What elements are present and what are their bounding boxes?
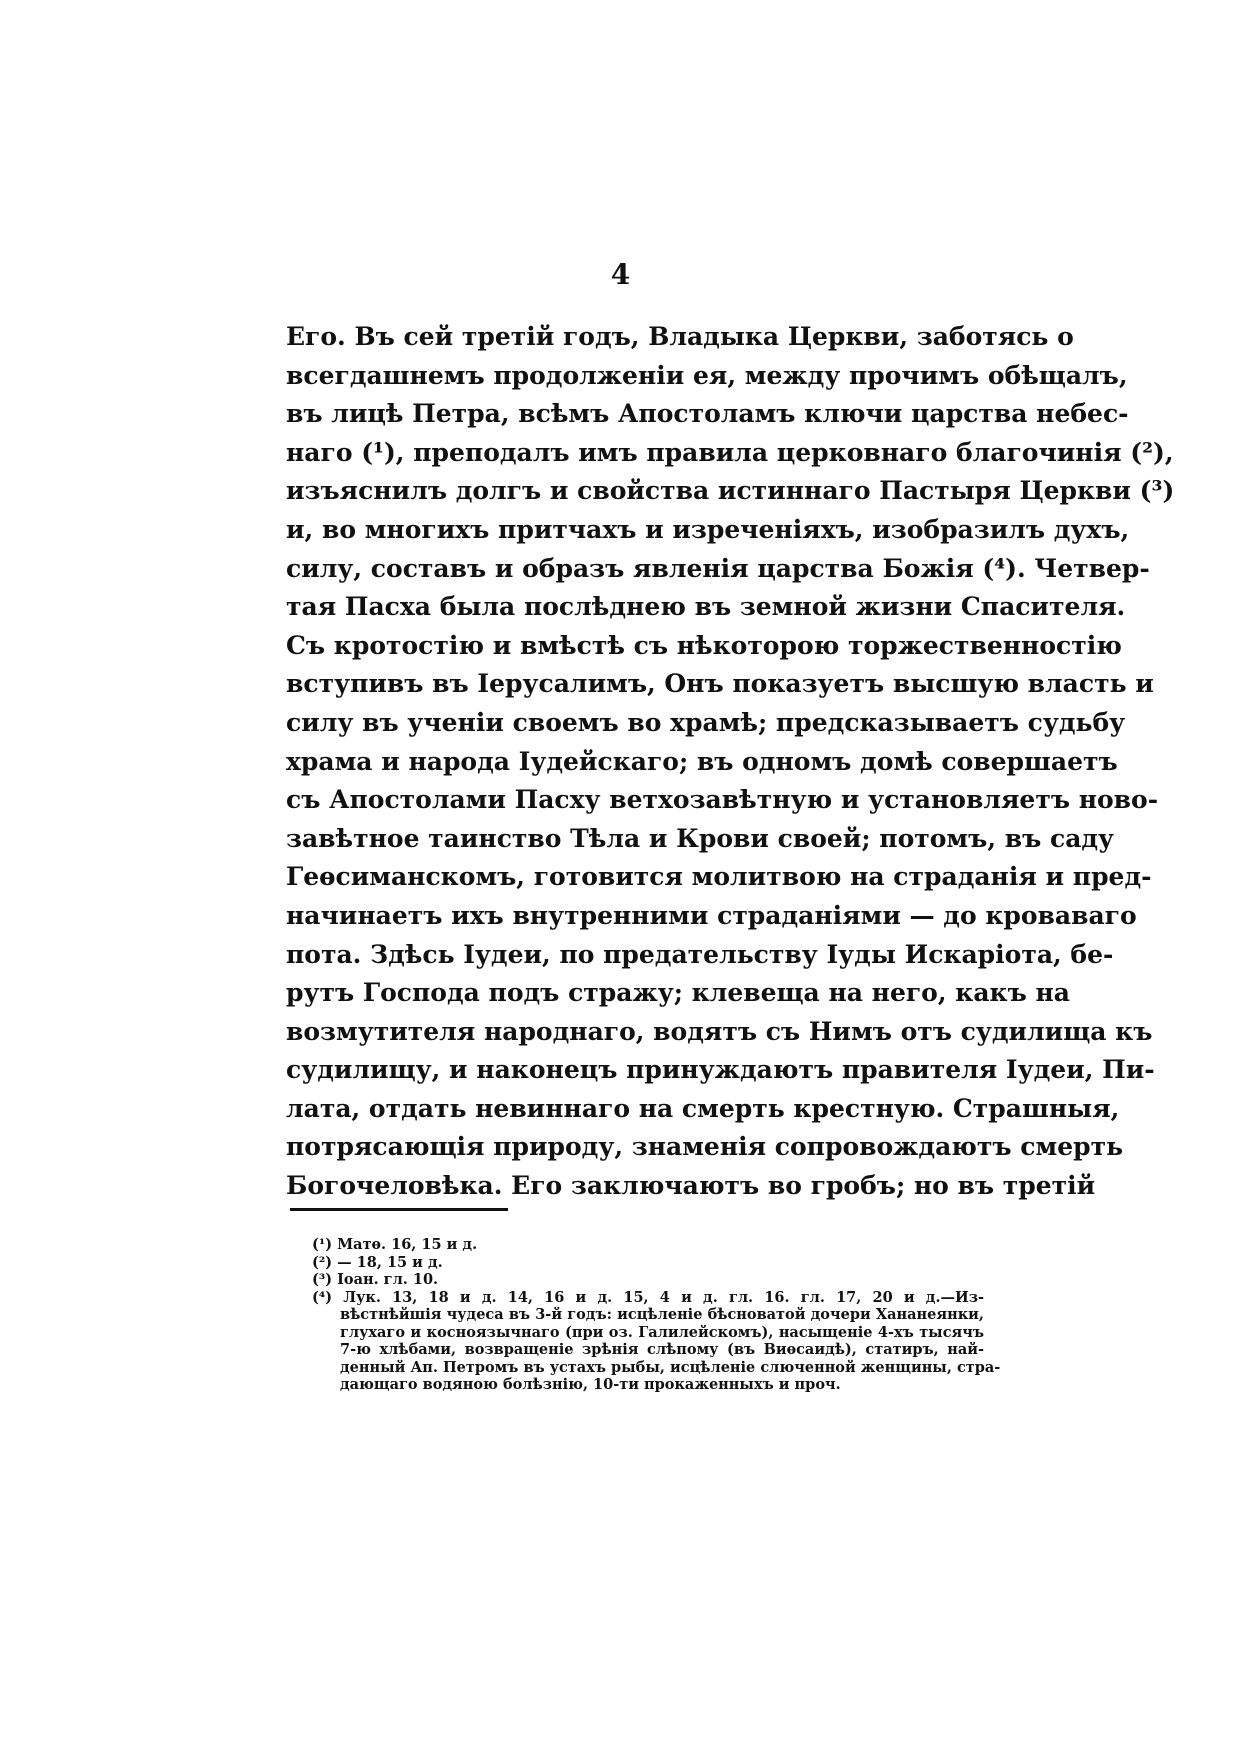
text-line: рутъ Господа подъ стражу; клевеща на него, какъ на <box>286 978 1070 1008</box>
footnote-3: (³) Іоан. гл. 10. <box>312 1271 439 1288</box>
text-line: Богочеловѣка. Его заключаютъ во гробъ; но въ третій <box>286 1171 1096 1201</box>
text-line: Геѳсиманскомъ, готовится молитвою на страданія и пред- <box>286 862 1152 892</box>
footnote-4-line: (⁴) Лук. 13, 18 и д. 14, 16 и д. 15, 4 и д. гл. 16. гл. 17, 20 и д.—Из- <box>312 1288 984 1306</box>
text-line: возмутителя народнаго, водятъ съ Нимъ отъ судилища къ <box>286 1016 1153 1046</box>
footnote-divider <box>290 1208 508 1211</box>
text-line: лата, отдать невиннаго на смерть крестную. Страшныя, <box>286 1093 1120 1123</box>
footnote-4-line: глухаго и косноязычнаго (при оз. Галилейскомъ), насыщеніе 4-хъ тысячъ <box>340 1323 984 1341</box>
text-line: силу, составъ и образъ явленія царства Божія (⁴). Четвер- <box>286 553 1150 583</box>
text-line: пота. Здѣсь Іудеи, по предательству Іуды Искаріота, бе- <box>286 939 1114 969</box>
text-line: наго (¹), преподалъ имъ правила церковнаго благочинія (²), <box>286 437 1174 467</box>
text-line: всегдашнемъ продолженіи ея, между прочимъ обѣщалъ, <box>286 360 1128 390</box>
text-line: въ лицѣ Петра, всѣмъ Апостоламъ ключи царства небес- <box>286 399 1129 429</box>
text-line: храма и народа Іудейскаго; въ одномъ домѣ совершаетъ <box>286 746 1118 776</box>
footnote-4-line: денный Ап. Петромъ въ устахъ рыбы, исцѣленіе слюченной женщины, стра- <box>340 1358 1001 1376</box>
text-line: съ Апостолами Пасху ветхозавѣтную и установляетъ ново- <box>286 785 1159 815</box>
text-line: начинаетъ ихъ внутренними страданіями — до кроваваго <box>286 900 1137 930</box>
footnote-4-line: дающаго водяною болѣзнію, 10-ти прокаженныхъ и проч. <box>340 1376 841 1393</box>
text-line: завѣтное таинство Тѣла и Крови своей; потомъ, въ саду <box>286 823 1115 853</box>
page-number: 4 <box>610 258 631 291</box>
text-line: потрясающія природу, знаменія сопровождаютъ смерть <box>286 1132 1124 1162</box>
text-line: тая Пасха была послѣднею въ земной жизни Спасителя. <box>286 592 1126 622</box>
footnote-4-line: 7-ю хлѣбами, возвращеніе зрѣнія слѣпому (въ Виѳсаидѣ), статиръ, най- <box>340 1341 984 1358</box>
text-line: изъяснилъ долгъ и свойства истиннаго Пастыря Церкви (³) <box>286 476 1175 506</box>
text-line: силу въ ученіи своемъ во храмѣ; предсказываетъ судьбу <box>286 707 1126 737</box>
text-line: Его. Въ сей третій годъ, Владыка Церкви, заботясь о <box>286 322 1074 351</box>
footnote-4-line: вѣстнѣйшія чудеса въ 3-й годъ: исцѣленіе бѣсноватой дочери Хананеянки, <box>340 1306 984 1323</box>
text-line: Съ кротостію и вмѣстѣ съ нѣкоторою торжественностію <box>286 630 1122 660</box>
body-text <box>286 318 1175 1206</box>
text-line: судилищу, и наконецъ принуждаютъ правителя Іудеи, Пи- <box>286 1055 1155 1085</box>
footnote-2: (²) — 18, 15 и д. <box>312 1253 443 1271</box>
footnotes <box>312 1236 1001 1394</box>
text-line: вступивъ въ Іерусалимъ, Онъ показуетъ высшую власть и <box>286 669 1154 699</box>
footnote-1: (¹) Матѳ. 16, 15 и д. <box>312 1236 478 1253</box>
text-line: и, во многихъ притчахъ и изреченіяхъ, изобразилъ духъ, <box>286 514 1130 544</box>
